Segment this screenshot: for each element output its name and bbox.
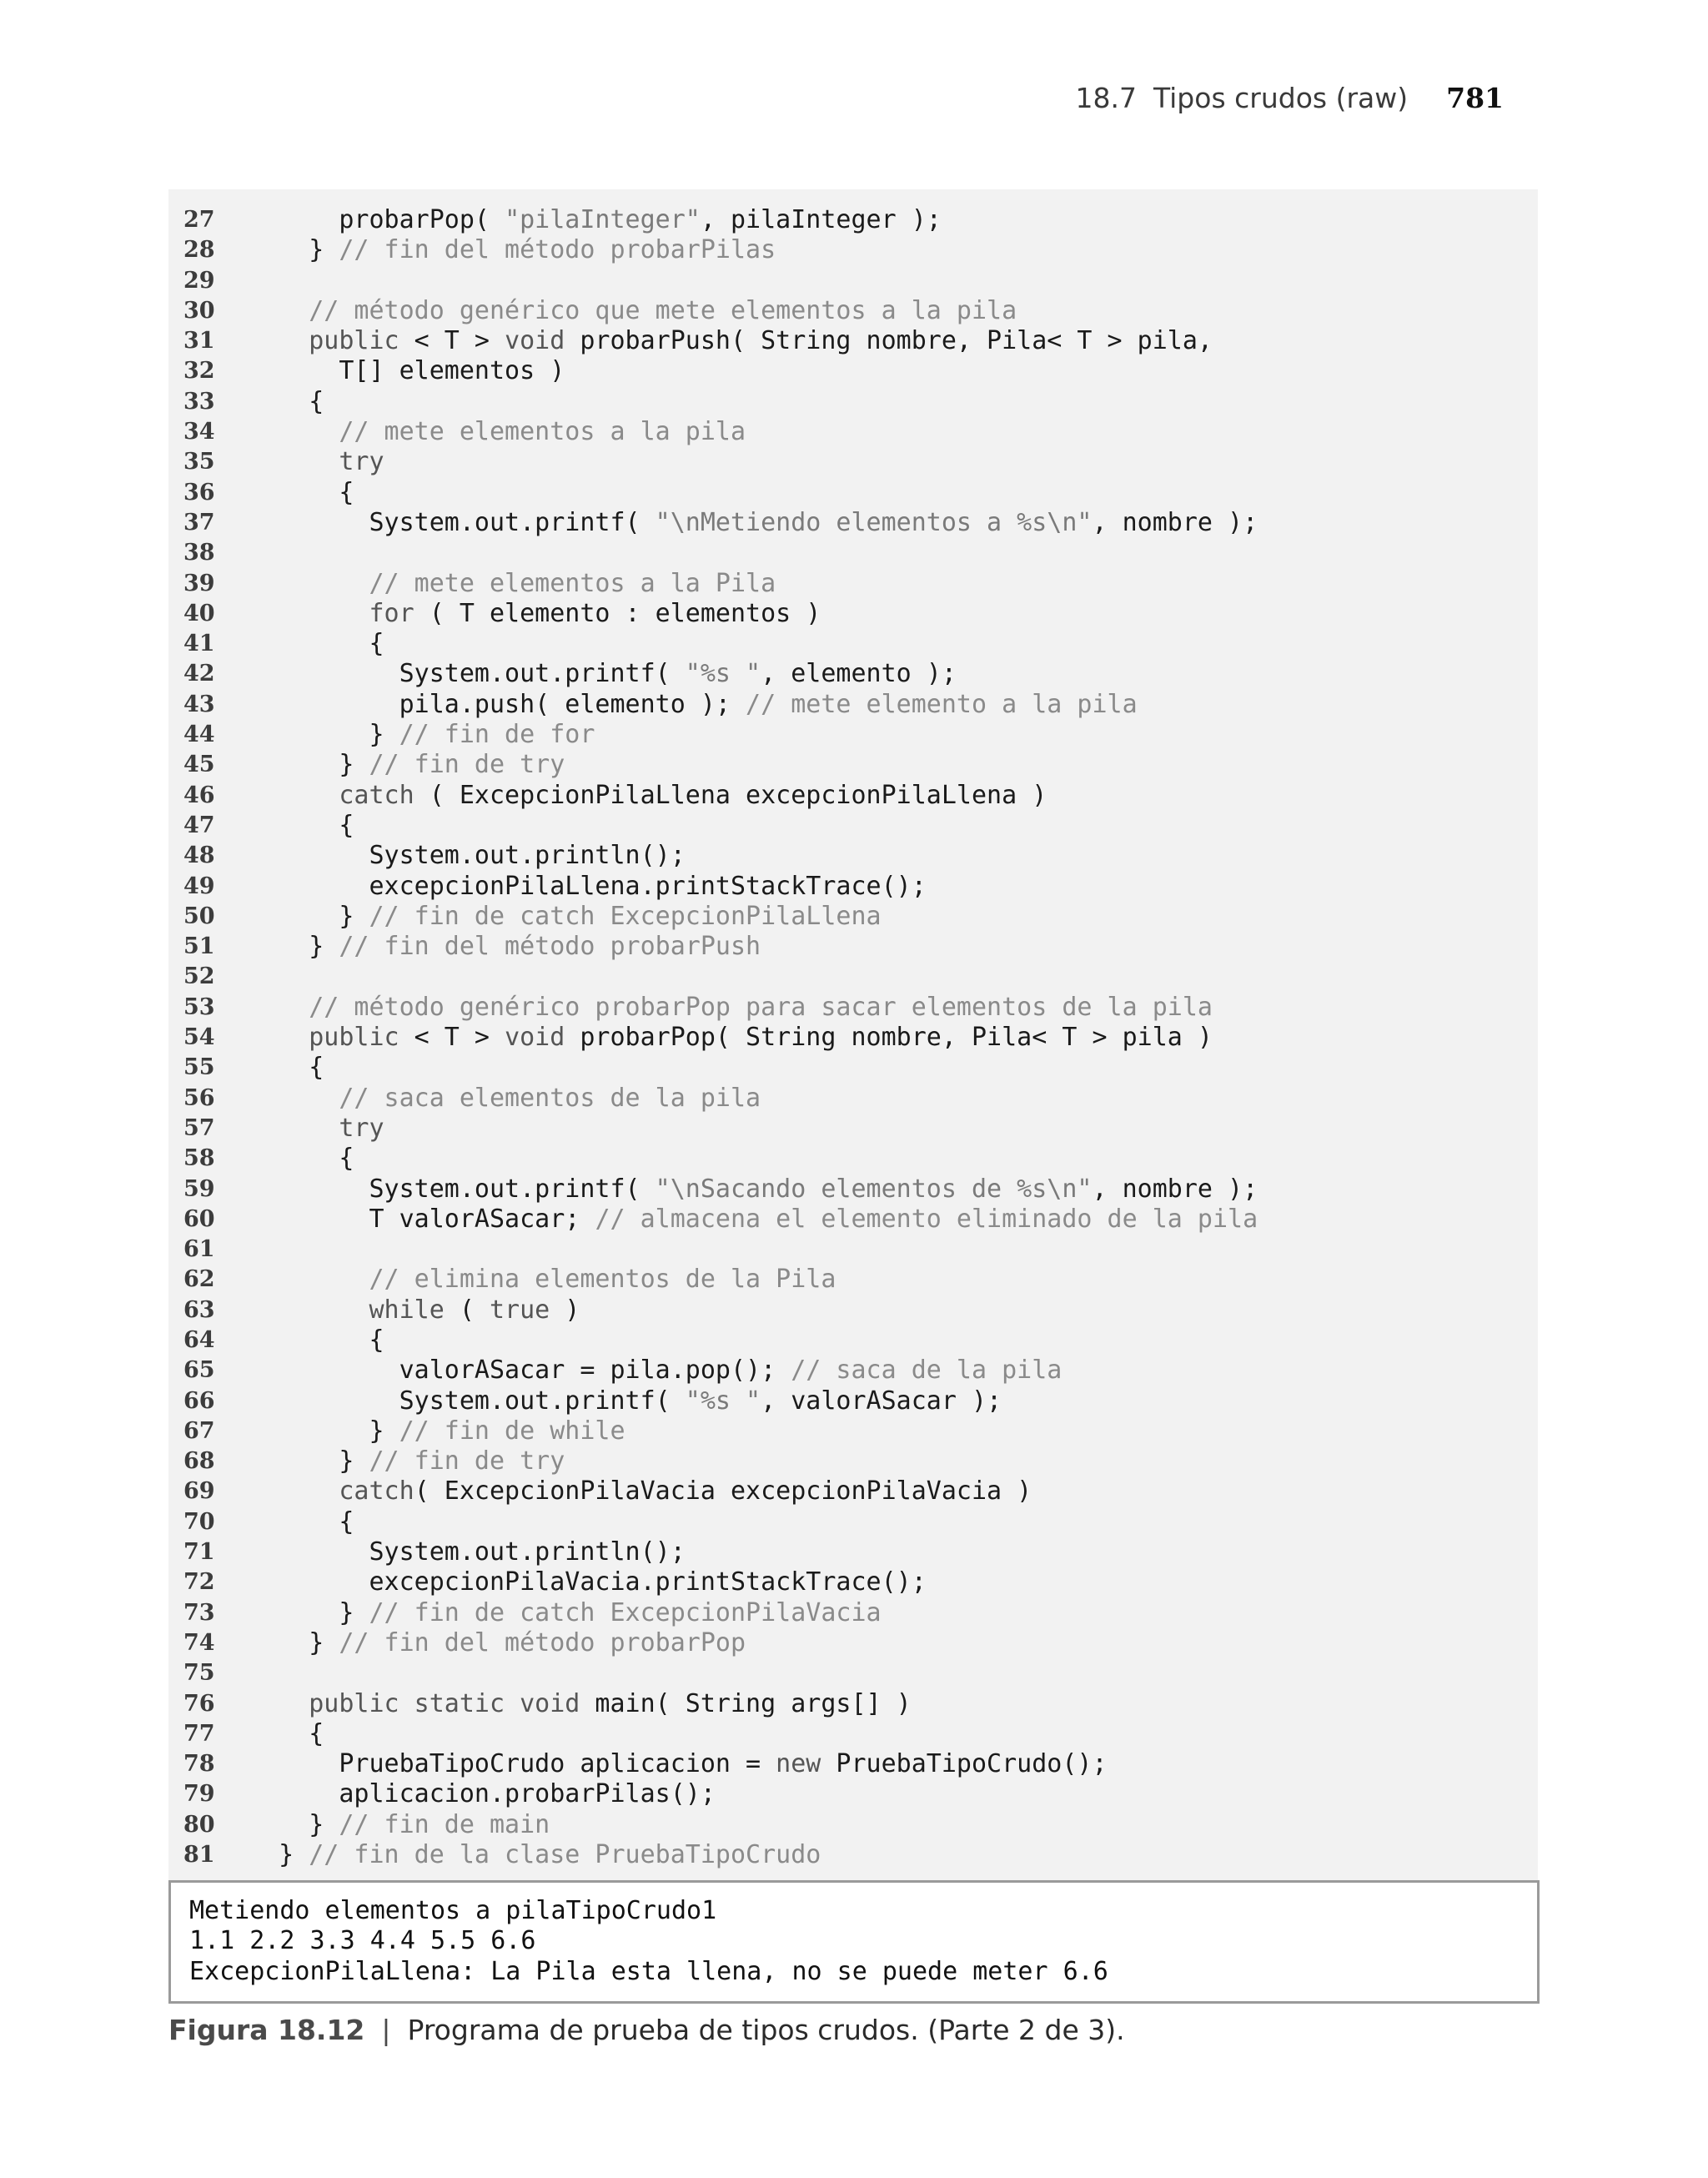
- code-text: [249, 1265, 836, 1295]
- line-number: 35: [183, 449, 215, 475]
- code-token: probarPush( String nombre, Pila< T > pila,: [565, 326, 1213, 356]
- code-text: [249, 387, 324, 417]
- code-comment: // fin de try: [369, 1446, 565, 1476]
- line-number: 63: [183, 1296, 215, 1323]
- code-lines: [168, 205, 1538, 1870]
- code-keyword: catch: [339, 1476, 414, 1506]
- code-text: [249, 599, 821, 629]
- code-text: [249, 811, 354, 841]
- code-text: [249, 1416, 625, 1446]
- code-comment: // fin del método probarPop: [339, 1627, 746, 1657]
- code-token: {: [339, 1144, 354, 1174]
- code-text: [249, 690, 1138, 720]
- code-line: [168, 266, 1538, 296]
- code-keyword: void: [505, 1023, 565, 1053]
- code-comment: // elimina elementos de la Pila: [369, 1265, 836, 1295]
- code-text: [249, 781, 1047, 811]
- code-line: [168, 1325, 1538, 1356]
- code-line: [168, 326, 1538, 356]
- code-line: [168, 1235, 1538, 1265]
- code-line: [168, 569, 1538, 599]
- line-number: 65: [183, 1357, 215, 1384]
- code-keyword: catch: [339, 780, 414, 810]
- code-string: "\nMetiendo elementos a %s\n": [655, 507, 1093, 537]
- code-token: {: [309, 1718, 324, 1748]
- code-token: PruebaTipoCrudo();: [821, 1749, 1108, 1779]
- code-text: [249, 508, 1258, 538]
- code-text: [249, 569, 776, 599]
- code-token: System.out.println();: [369, 1537, 686, 1567]
- code-token: aplicacion.probarPilas();: [339, 1779, 716, 1809]
- line-number: 29: [183, 267, 215, 294]
- code-line: [168, 1205, 1538, 1235]
- code-line: [168, 447, 1538, 477]
- code-comment: // fin de catch ExcepcionPilaVacia: [369, 1597, 882, 1627]
- code-text: [249, 1749, 1108, 1779]
- code-keyword: new: [776, 1749, 821, 1779]
- page-number: 781: [1446, 82, 1504, 114]
- code-token: , elemento );: [761, 659, 957, 689]
- code-line: [168, 508, 1538, 538]
- code-text: [249, 1114, 384, 1144]
- code-comment: // método genérico probarPop para sacar elementos de la pila: [309, 992, 1213, 1022]
- code-line: [168, 599, 1538, 629]
- code-line: [168, 1386, 1538, 1416]
- line-number: 53: [183, 993, 215, 1020]
- code-line: [168, 1114, 1538, 1144]
- code-token: , valorASacar );: [761, 1386, 1002, 1416]
- code-token: {: [369, 1325, 384, 1355]
- code-listing: [168, 189, 1538, 1881]
- code-comment: // fin de catch ExcepcionPilaLlena: [369, 901, 882, 931]
- code-text: [249, 1053, 324, 1083]
- code-comment: // mete elementos a la pila: [339, 417, 746, 447]
- section-number: 18.7: [1075, 82, 1137, 114]
- code-token: excepcionPilaVacia.printStackTrace();: [369, 1567, 927, 1597]
- code-token: }: [309, 1627, 339, 1657]
- output-line: ExcepcionPilaLlena: La Pila esta llena, no se puede meter 6.6: [189, 1956, 1108, 1986]
- code-token: < T >: [399, 326, 505, 356]
- code-line: [168, 1658, 1538, 1688]
- line-number: 34: [183, 419, 215, 445]
- code-comment: // fin del método probarPush: [339, 932, 761, 962]
- output-line: 1.1 2.2 3.3 4.4 5.5 6.6: [189, 1926, 536, 1956]
- code-string: "\nSacando elementos de %s\n": [655, 1174, 1093, 1204]
- line-number: 37: [183, 509, 215, 536]
- code-keyword: public static void: [309, 1688, 580, 1718]
- code-text: [249, 1689, 912, 1719]
- code-token: }: [309, 235, 339, 265]
- line-number: 52: [183, 963, 215, 990]
- code-token: ( T elemento : elementos ): [414, 598, 821, 628]
- line-number: 64: [183, 1326, 215, 1353]
- line-number: 76: [183, 1690, 215, 1717]
- line-number: 33: [183, 388, 215, 415]
- code-line: [168, 1598, 1538, 1628]
- code-text: [249, 1023, 1213, 1053]
- code-line: [168, 1446, 1538, 1476]
- code-comment: // fin de try: [369, 750, 565, 780]
- code-comment: // fin de while: [399, 1416, 625, 1446]
- code-token: {: [309, 386, 324, 416]
- code-text: [249, 932, 761, 962]
- code-line: [168, 1053, 1538, 1083]
- figure-caption-text: Programa de prueba de tipos crudos. (Parte 2 de 3).: [407, 2014, 1125, 2046]
- code-line: [168, 781, 1538, 811]
- line-number: 44: [183, 722, 215, 748]
- code-token: main( String args[] ): [580, 1688, 912, 1718]
- code-token: , nombre );: [1092, 1174, 1258, 1204]
- line-number: 67: [183, 1417, 215, 1444]
- line-number: 72: [183, 1569, 215, 1596]
- code-token: }: [369, 1416, 399, 1446]
- code-line: [168, 962, 1538, 992]
- code-token: ): [550, 1295, 580, 1325]
- code-line: [168, 1265, 1538, 1295]
- line-number: 46: [183, 782, 215, 808]
- code-token: }: [369, 720, 399, 750]
- code-token: < T >: [399, 1023, 505, 1053]
- code-line: [168, 1023, 1538, 1053]
- code-line: [168, 720, 1538, 750]
- code-line: [168, 932, 1538, 962]
- line-number: 60: [183, 1205, 215, 1232]
- line-number: 30: [183, 297, 215, 324]
- code-line: [168, 1144, 1538, 1174]
- code-line: [168, 1084, 1538, 1114]
- code-keyword: try: [339, 1113, 384, 1143]
- line-number: 49: [183, 873, 215, 899]
- caption-separator: |: [381, 2014, 391, 2046]
- code-text: [249, 1537, 686, 1567]
- code-text: [249, 720, 595, 750]
- code-text: [249, 1084, 761, 1114]
- code-text: [249, 356, 565, 386]
- output-line: Metiendo elementos a pilaTipoCrudo1: [189, 1896, 717, 1925]
- code-text: [249, 629, 384, 659]
- line-number: 68: [183, 1448, 215, 1475]
- line-number: 38: [183, 540, 215, 566]
- section-title: Tipos crudos (raw): [1153, 82, 1409, 114]
- output-lines: [189, 1896, 1108, 1987]
- code-line: [168, 1356, 1538, 1386]
- code-text: [249, 1779, 716, 1809]
- code-text: [249, 841, 686, 871]
- code-token: , nombre );: [1092, 507, 1258, 537]
- line-number: 31: [183, 328, 215, 355]
- code-text: [249, 872, 927, 902]
- code-comment: // saca elementos de la pila: [339, 1083, 761, 1113]
- code-token: {: [309, 1053, 324, 1083]
- line-number: 42: [183, 661, 215, 687]
- code-text: [249, 1598, 882, 1628]
- code-line: [168, 1840, 1538, 1870]
- code-text: [249, 296, 1017, 326]
- code-keyword: public: [309, 1023, 399, 1053]
- code-text: [249, 205, 942, 235]
- code-token: ( ExcepcionPilaVacia excepcionPilaVacia ): [414, 1476, 1032, 1506]
- code-line: [168, 993, 1538, 1023]
- code-line: [168, 659, 1538, 689]
- line-number: 47: [183, 812, 215, 838]
- line-number: 58: [183, 1145, 215, 1172]
- code-token: {: [369, 629, 384, 659]
- code-text: [249, 993, 1213, 1023]
- code-text: [249, 1356, 1062, 1386]
- code-token: , pilaInteger );: [700, 205, 942, 234]
- code-keyword: true: [490, 1295, 550, 1325]
- code-comment: // fin de for: [399, 720, 595, 750]
- code-comment: // fin de main: [339, 1809, 550, 1839]
- code-line: [168, 902, 1538, 932]
- code-token: probarPop( String nombre, Pila< T > pila ): [565, 1023, 1213, 1053]
- code-token: pila.push( elemento );: [399, 689, 746, 719]
- code-text: [249, 1840, 821, 1870]
- code-token: excepcionPilaLlena.printStackTrace();: [369, 871, 927, 901]
- code-line: [168, 690, 1538, 720]
- line-number: 75: [183, 1660, 215, 1687]
- line-number: 77: [183, 1720, 215, 1747]
- line-number: 40: [183, 600, 215, 626]
- code-comment: // método genérico que mete elementos a la pila: [309, 295, 1017, 325]
- code-text: [249, 1628, 746, 1658]
- code-line: [168, 205, 1538, 235]
- code-token: }: [309, 932, 339, 962]
- code-token: {: [339, 1506, 354, 1537]
- line-number: 50: [183, 903, 215, 929]
- code-comment: // saca de la pila: [791, 1356, 1062, 1386]
- code-keyword: while: [369, 1295, 445, 1325]
- code-string: "%s ": [685, 1386, 761, 1416]
- line-number: 79: [183, 1781, 215, 1808]
- code-token: }: [339, 1446, 369, 1476]
- code-comment: // fin del método probarPilas: [339, 235, 776, 265]
- code-keyword: for: [369, 598, 414, 628]
- code-keyword: public: [309, 326, 399, 356]
- code-keyword: try: [339, 447, 384, 477]
- code-keyword: void: [505, 326, 565, 356]
- code-text: [249, 750, 565, 780]
- line-number: 74: [183, 1629, 215, 1656]
- code-token: {: [339, 810, 354, 840]
- code-text: [249, 1507, 354, 1537]
- code-token: T[] elementos ): [339, 356, 565, 386]
- line-number: 78: [183, 1751, 215, 1778]
- line-number: 55: [183, 1054, 215, 1081]
- code-comment: // fin de la clase PruebaTipoCrudo: [309, 1840, 821, 1870]
- code-text: [249, 1567, 927, 1597]
- figure-label: Figura 18.12: [168, 2014, 365, 2046]
- line-number: 41: [183, 631, 215, 657]
- code-text: [249, 1144, 354, 1174]
- code-line: [168, 629, 1538, 659]
- running-header: [1076, 82, 1504, 118]
- code-line: [168, 1537, 1538, 1567]
- code-text: [249, 1719, 324, 1749]
- code-line: [168, 1567, 1538, 1597]
- code-line: [168, 1295, 1538, 1325]
- code-token: T valorASacar;: [369, 1204, 595, 1234]
- code-token: System.out.printf(: [369, 507, 656, 537]
- line-number: 48: [183, 843, 215, 869]
- code-line: [168, 811, 1538, 841]
- code-token: {: [339, 477, 354, 507]
- figure-caption: [168, 2014, 1125, 2055]
- code-text: [249, 659, 957, 689]
- code-text: [249, 1476, 1032, 1506]
- code-line: [168, 1507, 1538, 1537]
- code-token: System.out.printf(: [369, 1174, 656, 1204]
- code-text: [249, 447, 384, 477]
- code-token: }: [339, 901, 369, 931]
- code-line: [168, 478, 1538, 508]
- code-text: [249, 235, 776, 265]
- code-string: "%s ": [685, 659, 761, 689]
- code-line: [168, 841, 1538, 871]
- line-number: 61: [183, 1236, 215, 1263]
- code-line: [168, 1175, 1538, 1205]
- code-text: [249, 1325, 384, 1356]
- code-token: System.out.printf(: [399, 1386, 686, 1416]
- code-line: [168, 1689, 1538, 1719]
- code-line: [168, 1416, 1538, 1446]
- code-line: [168, 1749, 1538, 1779]
- code-line: [168, 296, 1538, 326]
- code-token: System.out.printf(: [399, 659, 686, 689]
- code-token: PruebaTipoCrudo aplicacion =: [339, 1749, 776, 1779]
- code-comment: // mete elemento a la pila: [746, 689, 1138, 719]
- code-token: }: [309, 1809, 339, 1839]
- code-line: [168, 1810, 1538, 1840]
- line-number: 28: [183, 237, 215, 264]
- line-number: 71: [183, 1539, 215, 1566]
- code-text: [249, 1446, 565, 1476]
- code-token: valorASacar = pila.pop();: [399, 1356, 791, 1386]
- code-token: }: [339, 1597, 369, 1627]
- code-comment: // mete elementos a la Pila: [369, 568, 776, 598]
- code-comment: // almacena el elemento eliminado de la pila: [595, 1204, 1258, 1234]
- line-number: 57: [183, 1114, 215, 1141]
- code-text: [249, 1386, 1002, 1416]
- program-output: [168, 1880, 1540, 2004]
- line-number: 51: [183, 933, 215, 960]
- code-line: [168, 387, 1538, 417]
- code-token: (: [444, 1295, 490, 1325]
- code-line: [168, 872, 1538, 902]
- line-number: 39: [183, 570, 215, 596]
- line-number: 45: [183, 752, 215, 778]
- code-token: ( ExcepcionPilaLlena excepcionPilaLlena ): [414, 780, 1047, 810]
- code-text: [249, 417, 746, 447]
- line-number: 36: [183, 479, 215, 506]
- line-number: 32: [183, 358, 215, 385]
- code-line: [168, 356, 1538, 386]
- line-number: 81: [183, 1842, 215, 1869]
- code-text: [249, 1810, 550, 1840]
- line-number: 43: [183, 691, 215, 717]
- line-number: 27: [183, 207, 215, 233]
- code-token: System.out.println();: [369, 841, 686, 871]
- code-line: [168, 1719, 1538, 1749]
- code-line: [168, 1628, 1538, 1658]
- line-number: 56: [183, 1084, 215, 1111]
- code-text: [249, 1295, 580, 1325]
- code-text: [249, 326, 1213, 356]
- code-token: }: [339, 750, 369, 780]
- code-line: [168, 1476, 1538, 1506]
- code-text: [249, 902, 882, 932]
- code-line: [168, 1779, 1538, 1809]
- code-string: "pilaInteger": [505, 205, 701, 234]
- line-number: 69: [183, 1478, 215, 1505]
- line-number: 54: [183, 1024, 215, 1051]
- code-token: }: [279, 1840, 309, 1870]
- line-number: 73: [183, 1599, 215, 1626]
- line-number: 70: [183, 1508, 215, 1535]
- code-text: [249, 1175, 1258, 1205]
- code-line: [168, 538, 1538, 568]
- code-text: [249, 1205, 1258, 1235]
- code-line: [168, 417, 1538, 447]
- code-line: [168, 750, 1538, 780]
- code-token: probarPop(: [339, 205, 505, 234]
- line-number: 62: [183, 1266, 215, 1293]
- code-line: [168, 235, 1538, 265]
- line-number: 59: [183, 1175, 215, 1202]
- line-number: 66: [183, 1387, 215, 1414]
- line-number: 80: [183, 1811, 215, 1838]
- code-text: [249, 478, 354, 508]
